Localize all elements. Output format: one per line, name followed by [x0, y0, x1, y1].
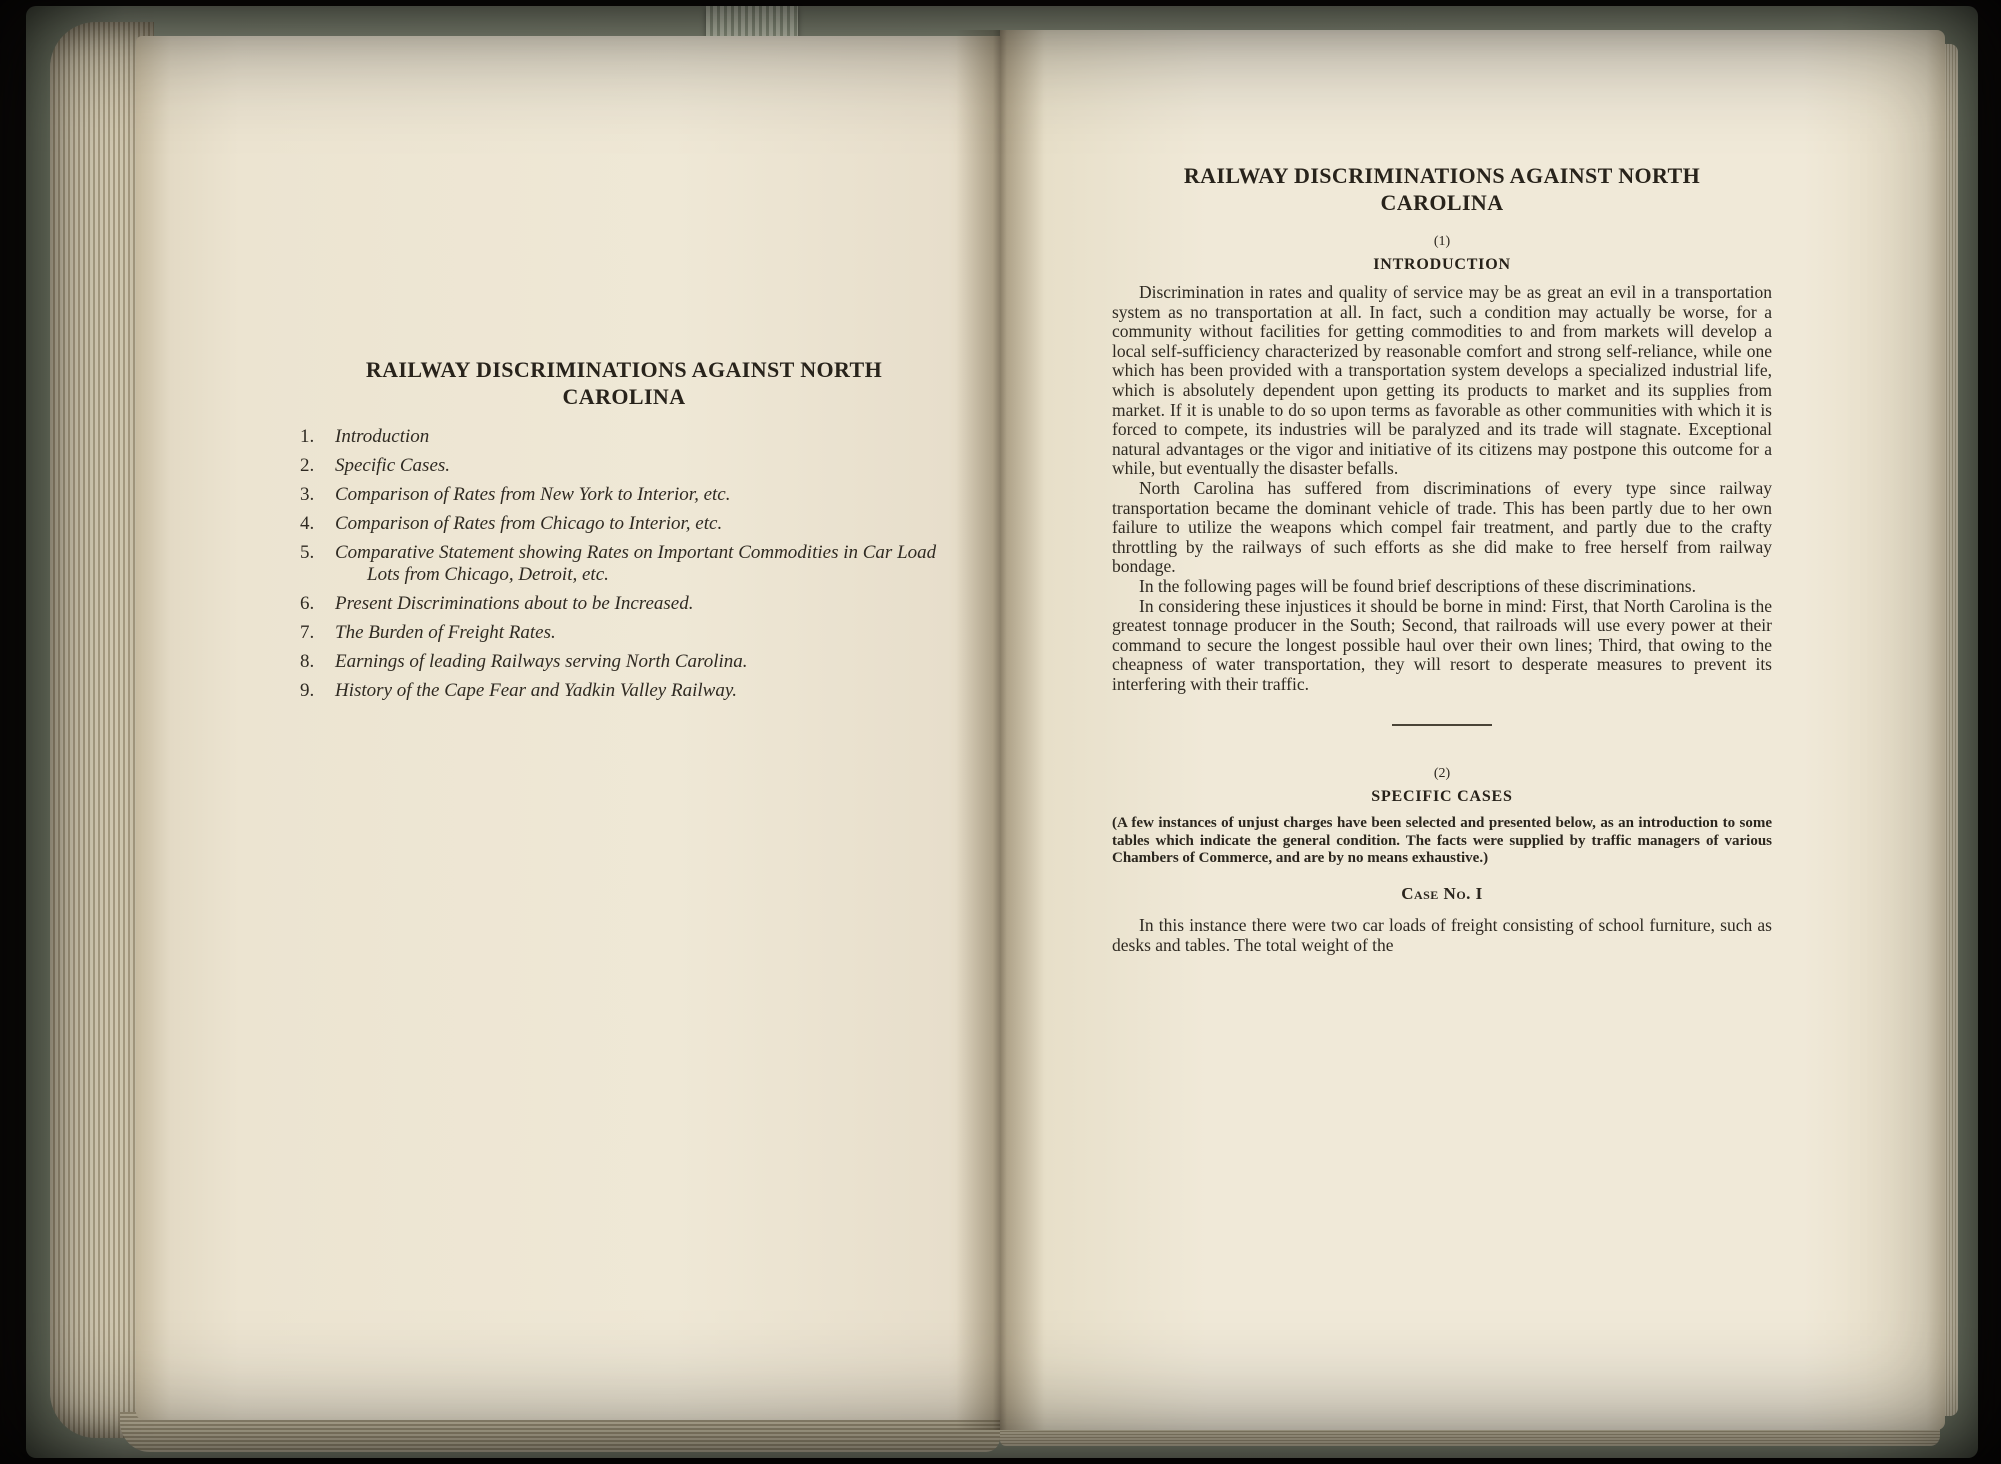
toc-item-number: 9.	[300, 680, 315, 701]
section-number-2: (2)	[1433, 766, 1451, 782]
toc-item	[300, 513, 948, 535]
left-page-content	[136, 36, 1000, 702]
intro-paragraph: Discrimination in rates and quality of service may be as great an evil in a transportation system as no transportation at all. In fact, such a condition may actually be worse, for a community without facilities for getting commodities to and from markets will develop a local self-sufficiency characterized by reasonable comfort and strong self-reliance, while one which has been provided with a transportation system develops a specialized industrial life, which is absolutely dependent upon getting its products to market and its supplies from market. If it is unable to do so upon terms as favorable as other communities with which it is forced to compete, its industries will be paralyzed and its trade will stagnate. Exceptional natural advantages or the vigor and initiative of its citizens may postpone this outcome for a while, but eventually the disaster befalls.	[1112, 282, 1772, 479]
section-number-1: (1)	[1433, 234, 1451, 249]
toc-item-number: 1.	[300, 426, 315, 447]
toc-item	[300, 542, 948, 586]
left-title-line1: RAILWAY DISCRIMINATIONS AGAINST NORTH	[365, 357, 883, 382]
specific-cases-note: (A few instances of unjust charges have been selected and presented below, as an introduction to some tables which indicate the general condition. The facts were supplied by traffic managers of various Chambers of Commerce, and are by no means exhaustive.)	[1112, 815, 1772, 867]
toc-item-number: 6.	[300, 593, 315, 614]
section-divider-rule	[1392, 724, 1492, 726]
toc-item-number: 4.	[300, 513, 315, 534]
right-title-line1: RAILWAY DISCRIMINATIONS AGAINST NORTH	[1183, 163, 1701, 188]
toc-item-number: 5.	[300, 542, 315, 563]
toc-item-number: 8.	[300, 651, 315, 672]
toc-item-number: 2.	[300, 455, 315, 476]
right-page	[1000, 30, 1945, 1430]
left-page-title	[300, 356, 948, 410]
case-no-1-heading: Case No. I	[1401, 883, 1483, 903]
toc-item	[300, 622, 948, 644]
toc-item-number: 3.	[300, 484, 315, 505]
toc-item-text: The Burden of Freight Rates.	[335, 622, 556, 643]
intro-paragraph: North Carolina has suffered from discriminations of every type since railway transportation became the dominant vehicle of trade. This has been partly due to her own failure to utilize the weapons which compel fair treatment, and partly due to the crafty throttling by the railways of such efforts as she did make to free herself from railway bondage.	[1112, 477, 1772, 577]
left-title-line2: CAROLINA	[562, 384, 686, 409]
intro-paragraph: In the following pages will be found brief descriptions of these discriminations.	[1139, 575, 1696, 596]
toc-item-text: History of the Cape Fear and Yadkin Valley Railway.	[335, 680, 737, 701]
case-paragraph: In this instance there were two car loads of freight consisting of school furniture, such as desks and tables. The total weight of the	[1112, 914, 1772, 955]
toc-item-text: Comparison of Rates from New York to Interior, etc.	[335, 484, 731, 505]
page-bottom-edges-right	[1000, 1428, 1940, 1446]
toc-item-text: Present Discriminations about to be Increased.	[335, 593, 694, 614]
left-page	[136, 36, 1000, 1420]
section-heading-introduction: INTRODUCTION	[1373, 256, 1511, 273]
right-page-title	[1112, 162, 1772, 216]
toc-item	[300, 455, 948, 477]
toc-item-text: Specific Cases.	[335, 455, 451, 476]
section-heading-specific-cases: SPECIFIC CASES	[1371, 788, 1513, 806]
toc-item	[300, 593, 948, 615]
intro-paragraph: In considering these injustices it should be borne in mind: First, that North Carolina is the greatest tonnage producer in the South; Second, that railroads will use every power at their command to secure the longest possible haul over their own lines; Third, that owing to the cheapness of water transportation, they will resort to desperate measures to prevent its interfering with their traffic.	[1112, 595, 1772, 694]
right-page-content	[1000, 30, 1945, 955]
toc-item-text: Introduction	[335, 426, 430, 447]
table-of-contents	[300, 426, 948, 702]
toc-item-text: Earnings of leading Railways serving North Carolina.	[335, 651, 748, 672]
toc-item	[300, 426, 948, 448]
toc-item-text: Comparative Statement showing Rates on Important Commodities in Car Load Lots from Chicago, Detroit, etc.	[335, 542, 937, 585]
toc-item	[300, 680, 948, 702]
toc-item	[300, 484, 948, 506]
toc-item	[300, 651, 948, 673]
toc-item-number: 7.	[300, 622, 315, 643]
right-title-line2: CAROLINA	[1380, 190, 1504, 215]
toc-item-text: Comparison of Rates from Chicago to Interior, etc.	[335, 513, 723, 534]
